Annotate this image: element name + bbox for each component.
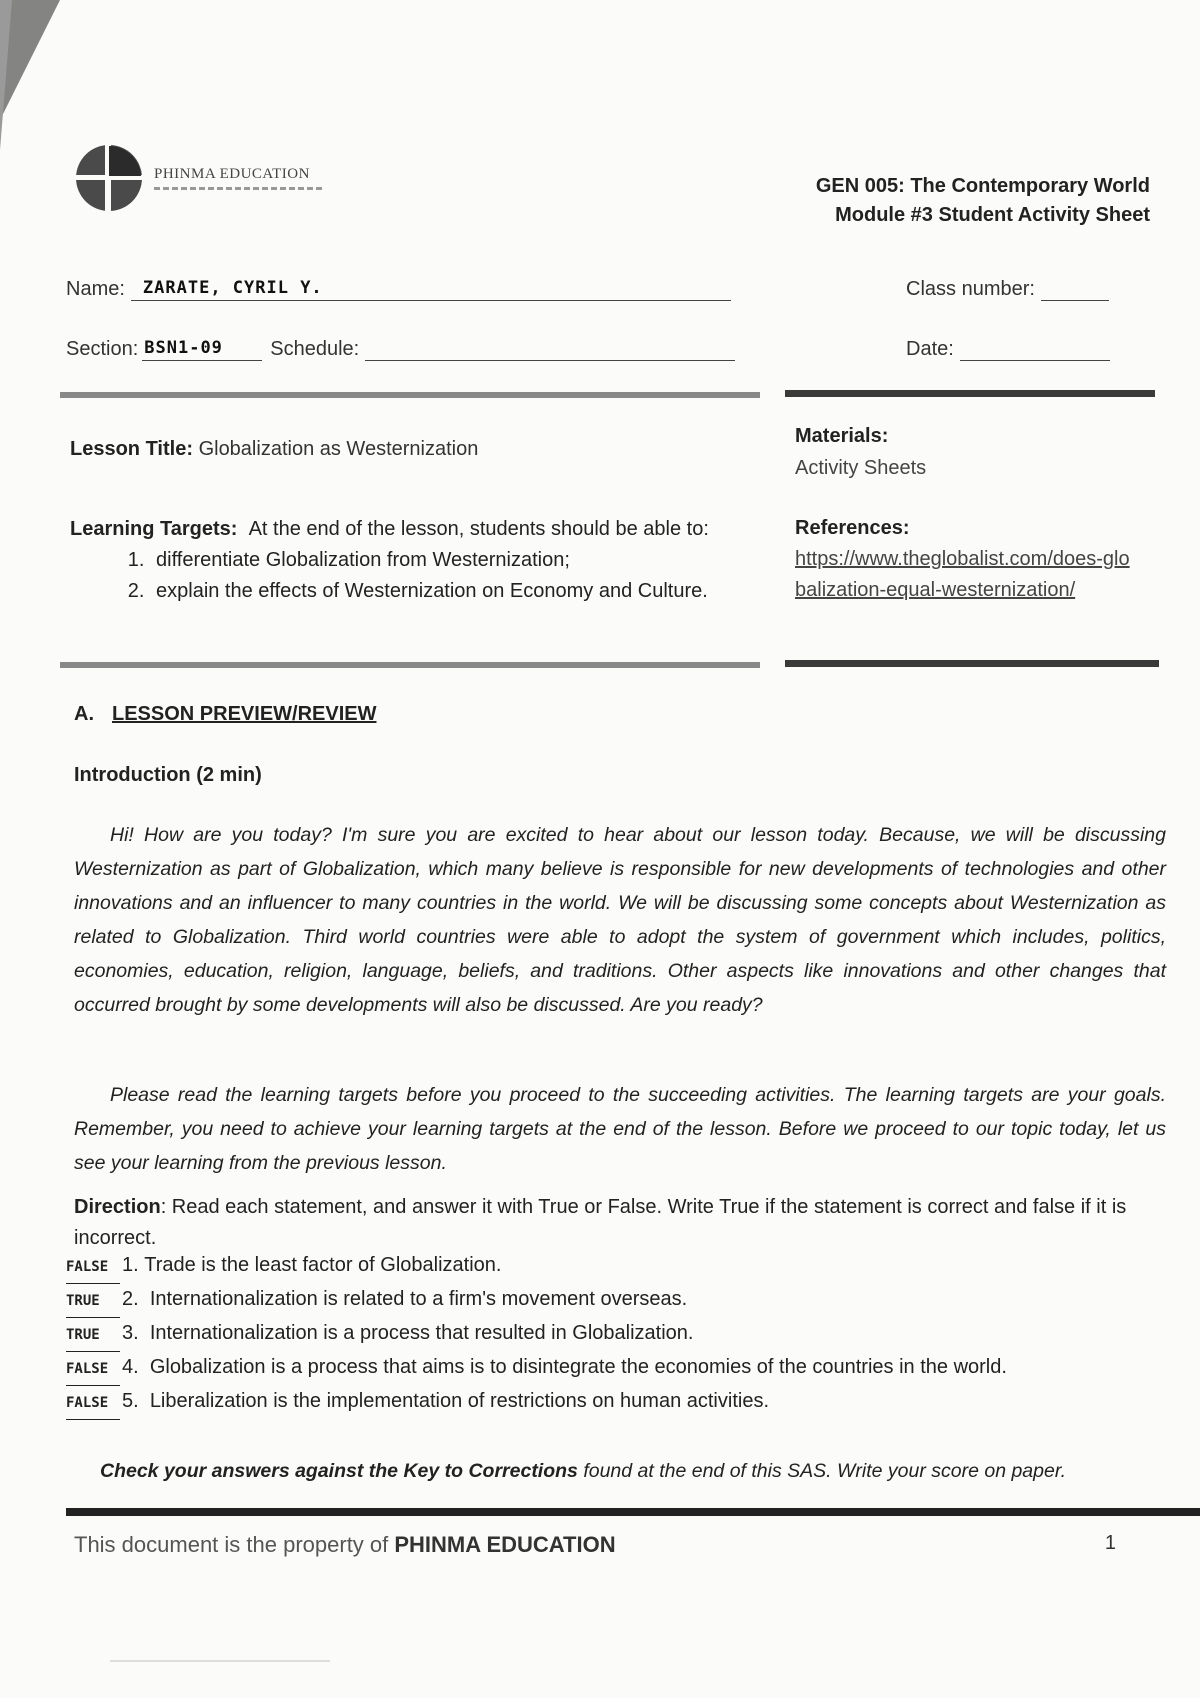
footer-brand: PHINMA EDUCATION (394, 1532, 616, 1557)
targets-label: Learning Targets: (70, 518, 238, 540)
check-bold: Check your answers against the Key to Corrections (100, 1460, 578, 1482)
direction (74, 1192, 1166, 1254)
section-label: Section: (66, 338, 139, 360)
logo-name: PHINMA EDUCATION (154, 166, 310, 182)
materials-box (795, 420, 926, 484)
list-item (66, 1284, 1166, 1318)
phinma-logo (72, 138, 324, 218)
true-false-items (66, 1250, 1166, 1420)
course-line-2: Module #3 Student Activity Sheet (835, 204, 1150, 226)
list-item (66, 1386, 1166, 1420)
list-item (66, 1318, 1166, 1352)
logo-tagline (154, 187, 324, 190)
schedule-value (365, 338, 377, 358)
name-field[interactable] (66, 276, 731, 301)
references-label: References: (795, 517, 910, 539)
divider-right-bottom (785, 660, 1159, 667)
section-a-heading (74, 703, 376, 726)
section-letter: A. (74, 703, 94, 725)
answer-mark[interactable]: FALSE (66, 1354, 120, 1386)
list-item (66, 1250, 1166, 1284)
class-number-field[interactable] (906, 276, 1109, 301)
schedule-label: Schedule: (270, 338, 360, 360)
direction-label: Direction (74, 1196, 161, 1218)
lesson-title-value: Globalization as Westernization (198, 438, 479, 460)
targets-paragraph: Please read the learning targets before you proceed to the succeeding activities. The learning targets are your goals. Remember, you need to achieve your learning targets at the end of the lesson. Before we proceed to our topic today, let us see your learning from the previous lesson. (74, 1084, 1166, 1174)
phinma-globe-icon (72, 138, 146, 218)
name-label: Name: (66, 278, 125, 300)
materials-value: Activity Sheets (795, 457, 927, 479)
targets-intro: At the end of the lesson, students should be able to: (248, 518, 709, 540)
answer-mark[interactable]: TRUE (66, 1320, 120, 1352)
footer (74, 1532, 616, 1558)
item-text: Internationalization is related to a firm's movement overseas. (149, 1288, 688, 1310)
section-title: LESSON PREVIEW/REVIEW (112, 703, 377, 725)
target-item: 2. explain the effects of Westernization on Economy and Culture. (150, 576, 740, 607)
section-field[interactable] (66, 336, 735, 361)
class-number-value (1041, 278, 1053, 298)
page-number: 1 (1104, 1532, 1116, 1554)
item-number: 5. (122, 1390, 139, 1412)
date-label: Date: (906, 338, 954, 360)
footer-text: This document is the property of (74, 1532, 395, 1557)
date-value (960, 338, 972, 358)
item-number: 2. (122, 1288, 139, 1310)
check-rest: found at the end of this SAS. Write your score on paper. (577, 1460, 1067, 1482)
references-box (795, 513, 1135, 606)
item-number: 1. (122, 1254, 139, 1276)
scan-artifact (110, 1660, 330, 1662)
materials-label: Materials: (795, 425, 889, 447)
course-line-1: GEN 005: The Contemporary World (815, 175, 1150, 197)
class-number-label: Class number: (906, 278, 1035, 300)
intro-paragraph: Hi! How are you today? I'm sure you are excited to hear about our lesson today. Because, we will be discussing Westernization as part of Globalization, which many believe is responsible for new developments of technologies and other innovations and an influencer to many countries in the world. We will be discussing some concepts about Westernization as related to Globalization. Third world countries were able to adopt the system of government which includes, politics, economies, education, religion, language, beliefs, and traditions. Other aspects like innovations and other changes that occurred brought by some developments will also be discussed. Are you ready? (74, 824, 1166, 1016)
lesson-title (70, 438, 478, 461)
divider-left-top (60, 392, 760, 398)
check-answers-note (100, 1460, 1166, 1483)
item-number: 4. (122, 1356, 139, 1378)
name-value: ZARATE, CYRIL Y. (142, 278, 323, 298)
footer-divider (66, 1508, 1200, 1516)
item-text: Internationalization is a process that resulted in Globalization. (149, 1322, 694, 1344)
course-title (816, 172, 1150, 230)
intro-heading: Introduction (2 min) (74, 764, 262, 786)
item-number: 3. (122, 1322, 139, 1344)
item-text: Trade is the least factor of Globalization. (144, 1254, 502, 1276)
section-value: BSN1-09 (144, 338, 223, 358)
list-item (66, 1352, 1166, 1386)
reference-link[interactable]: https://www.theglobalist.com/does-globalization-equal-westernization/ (795, 548, 1130, 601)
lesson-title-label: Lesson Title: (70, 438, 193, 460)
item-text: Globalization is a process that aims is to disintegrate the economies of the countries in the world. (149, 1356, 1007, 1378)
answer-mark[interactable]: FALSE (66, 1388, 120, 1420)
divider-left-bottom (60, 662, 760, 668)
answer-mark[interactable]: FALSE (66, 1252, 120, 1284)
scan-edge-shadow (0, 0, 12, 150)
direction-text: : Read each statement, and answer it with True or False. Write True if the statement is correct and false if it is incorrect. (74, 1196, 1127, 1249)
answer-mark[interactable]: TRUE (66, 1286, 120, 1318)
learning-targets (70, 514, 740, 607)
target-item: 1. differentiate Globalization from Westernization; (150, 545, 740, 576)
item-text: Liberalization is the implementation of restrictions on human activities. (149, 1390, 770, 1412)
date-field[interactable] (906, 336, 1110, 361)
divider-right-top (785, 390, 1155, 397)
